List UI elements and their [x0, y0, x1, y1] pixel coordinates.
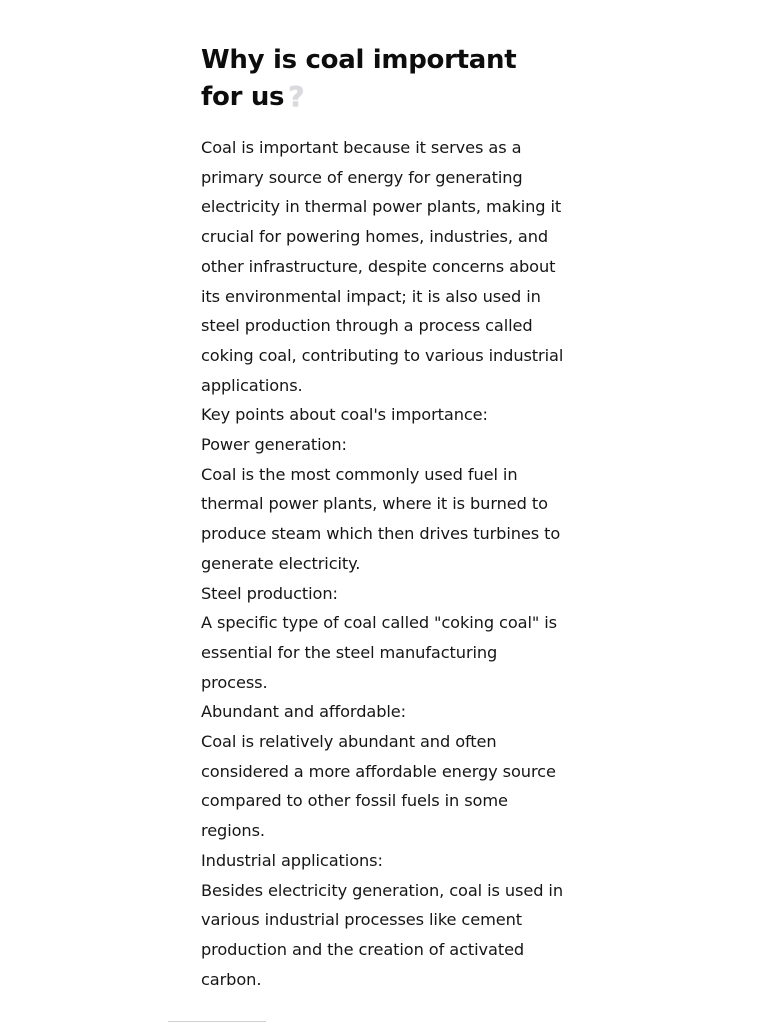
point-text-steel-production: A specific type of coal called "coking coal" is essential for the steel manufacturing process.: [201, 613, 557, 692]
point-heading-power-generation: Power generation:: [201, 435, 347, 455]
point-text-power-generation: Coal is the most commonly used fuel in thermal power plants, where it is burned to produce steam which then drives turbines to generate electricity.: [201, 464, 561, 573]
article-body: [201, 133, 566, 994]
article-title-text: Why is coal important for us: [201, 45, 517, 112]
key-points-heading: Key points about coal's importance:: [201, 405, 488, 425]
point-heading-steel-production: Steel production:: [201, 583, 338, 603]
point-text-industrial-applications: Besides electricity generation, coal is used in various industrial processes like cement production and the creation of activated carbon.: [201, 880, 563, 989]
article-title: [201, 42, 566, 116]
point-heading-industrial-applications: Industrial applications:: [201, 850, 383, 870]
point-heading-abundant-affordable: Abundant and affordable:: [201, 702, 406, 722]
intro-paragraph: Coal is important because it serves as a primary source of energy for generating electricity in thermal power plants, making it crucial for powering homes, industries, and other infrastructure, despite concerns about its environmental impact; it is also used in steel production through a process called coking coal, contributing to various industrial applications.: [201, 138, 564, 395]
article: [201, 42, 566, 994]
point-text-abundant-affordable: Coal is relatively abundant and often considered a more affordable energy source compared to other fossil fuels in some regions.: [201, 732, 556, 841]
divider: [168, 1021, 266, 1022]
question-mark-icon: ?: [288, 80, 305, 113]
